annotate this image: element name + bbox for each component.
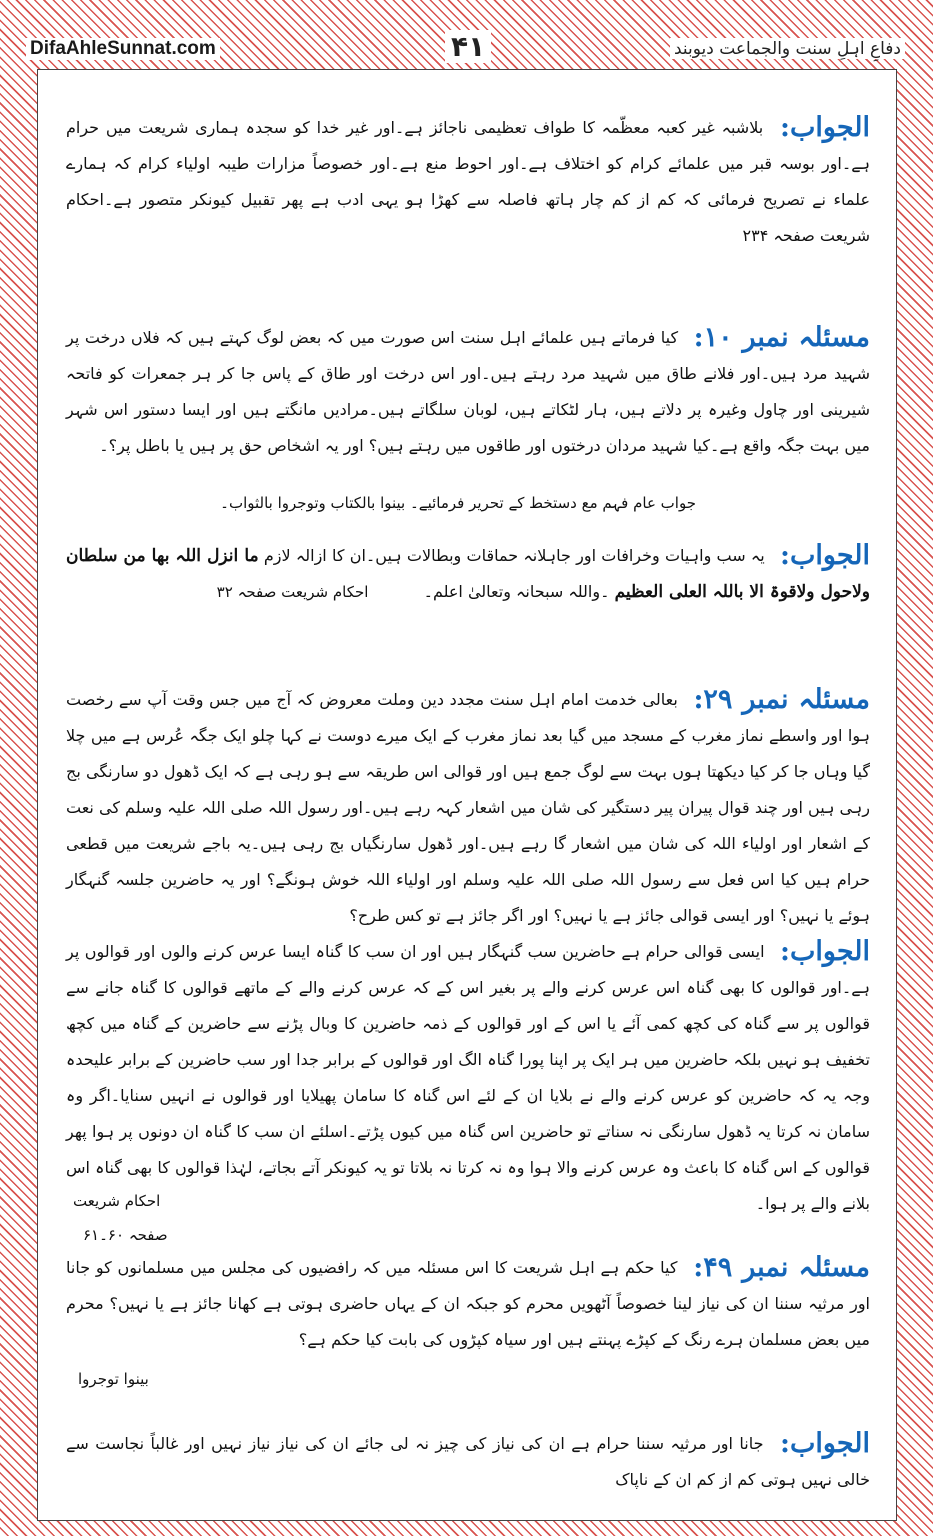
reference-pages: صفحہ ۶۰۔۶۱ <box>83 1226 168 1244</box>
answer-label: الجواب: <box>780 112 870 143</box>
answer-label: الجواب: <box>780 1428 870 1459</box>
answer-label: الجواب: <box>780 540 870 571</box>
question-label: مسئلہ نمبر ۴۹: <box>693 1252 870 1283</box>
answer-text: ایسی قوالی حرام ہے حاضرین سب گنہگار ہیں اور ان سب کا گناہ ایسا عرس کرنے والوں اور قوالوں پر ہے۔اور قوالوں کا بھی گناہ اس عرس کرنے والے پر بغیر اس کے کہ عرس کرنے والے کے ماتھے قوالوں کا گناہ جانے سے قوالوں پر سے گناہ کی کچھ کمی آئے یا اس کے اور قوالوں کے ذمہ حاضرین کا وبال پڑنے سے حاضرین کے گناہ میں کچھ تخفیف ہو نہیں بلکہ حاضرین میں ہر ایک پر اپنا پورا گناہ الگ اور قوالوں کے برابر جدا اور سب حاضرین کے برابر علیحدہ وجہ یہ کہ حاضرین کو عرس کرنے والے نے بلایا ان کے لئے اس گناہ کا سامان پھیلایا اور قوالوں نے انہیں سنایا۔اگر وہ سامان نہ کرتا یہ ڈھول سارنگی نہ سناتے تو حاضرین اس گناہ میں کیوں پڑتے۔اسلئے ان سب کا گناہ ان دونوں پر ہوا پھر قوالوں کے اس گناہ کا باعث وہ عرس کرنے والا ہوا وہ نہ کرتا نہ بلاتا تو یہ کیونکر آتے بجاتے، لہٰذا قوالوں کا بھی گناہ اس بلانے والے پر ہوا۔ <box>66 942 870 1213</box>
answer-block-3 <box>66 934 870 1222</box>
question-block-10 <box>66 320 870 464</box>
question-label: مسئلہ نمبر ۱۰: <box>693 322 870 353</box>
answer-block-2 <box>66 538 870 610</box>
answer-text: بلاشبہ غیر کعبہ معظّمہ کا طواف تعظیمی ناجائز ہے۔اور غیر خدا کو سجدہ ہماری شریعت میں حرام ہے۔اور بوسہ قبر میں علمائے کرام کو اختلاف ہے۔اور احوط منع ہے۔اور خصوصاً مزارات طیبہ اولیاء کرام کہ ہمارے علماء نے تصریح فرمائی کہ کم از کم چار ہاتھ فاصلہ سے کھڑا ہو یہی ادب ہے پھر تقبیل کیونکر متصور ہے۔احکام شریعت صفحہ ۲۳۴ <box>66 118 870 245</box>
page-content <box>37 69 897 1521</box>
question-block-29 <box>66 682 870 934</box>
page-number: ۴۱ <box>445 30 491 63</box>
reference: احکام شریعت صفحہ ۳۲ <box>216 583 369 601</box>
answer-text: یہ سب واہیات وخرافات اور جاہلانہ حماقات وبطالات ہیں۔ان کا ازالہ لازم <box>263 546 765 565</box>
question-closing: بینوا توجروا <box>78 1370 149 1388</box>
site-name[interactable]: DifaAhleSunnat.com <box>26 38 220 60</box>
answer-block-4 <box>66 1426 870 1498</box>
question-block-49 <box>66 1250 870 1358</box>
answer-block-1 <box>66 110 870 254</box>
question-closing: جواب عام فہم مع دستخط کے تحریر فرمائیے۔ بینوا بالکتاب وتوجروا بالثواب۔ <box>220 494 696 512</box>
reference: احکام شریعت <box>73 1192 161 1210</box>
book-title: دفاعِ اہلِ سنت والجماعت دیوبند <box>670 38 905 59</box>
question-text: کیا فرماتے ہیں علمائے اہل سنت اس صورت میں کہ بعض لوگ کہتے ہیں کہ فلاں درخت پر شہید مرد ہیں۔اور فلانے طاق میں شہید مرد رہتے ہیں۔اور اس درخت اور طاق کے پاس جا کر ہر جمعرات کو فاتحہ شیرینی اور چاول وغیرہ پر دلاتے ہیں، ہار لٹکاتے ہیں، لوبان سلگاتے ہیں۔مرادیں مانگتے ہیں اور ایسا دستور اس شہر میں بہت جگہ واقع ہے۔کیا شہید مردان درختوں اور طاقوں میں رہتے ہیں؟ اور یہ اشخاص حق پر ہیں یا باطل پر؟۔ <box>66 328 870 455</box>
question-label: مسئلہ نمبر ۲۹: <box>693 684 870 715</box>
answer-text: جانا اور مرثیہ سننا حرام ہے ان کی نیاز کی چیز نہ لی جائے ان کی نیاز نیاز نہیں اور غالباً نجاست سے خالی نہیں ہوتی کم از کم ان کے ناپاک <box>66 1434 870 1489</box>
answer-label: الجواب: <box>780 936 870 967</box>
answer-text-2: ۔واللہ سبحانہ وتعالیٰ اعلم۔ <box>423 582 610 601</box>
arabic-quote: ما انزل اللہ بھا من سلطان ولاحول ولاقوۃ الا باللہ العلی العظیم <box>66 546 870 602</box>
page-header <box>0 0 933 70</box>
question-text: بعالی خدمت امام اہل سنت مجدد دین وملت معروض کہ آج میں جس وقت آپ سے رخصت ہوا اور واسطے نماز مغرب کے مسجد میں گیا بعد نماز مغرب کے ایک میرے دوست نے کہا چلو ایک جگہ عُرس ہے میں چلا گیا وہاں جا کر کیا دیکھتا ہوں بہت سے لوگ جمع ہیں اور قوالی اس طریقہ سے ہو رہی ہے کہ ایک ڈھول دو سارنگی بج رہی ہیں اور چند قوال پیران پیر دستگیر کی شان میں اشعار کہہ رہے ہیں۔اور رسول اللہ صلی اللہ علیہ وسلم کی نعت کے اشعار اور اولیاء اللہ کی شان میں اشعار گا رہے ہیں۔اور ڈھول سارنگیاں بج رہی ہیں۔یہ باجے شریعت میں قطعی حرام ہیں کیا اس فعل سے رسول اللہ صلی اللہ علیہ وسلم اور اولیاء اللہ خوش ہونگے؟ اور یہ حاضرین جلسہ گنہگار ہوئے یا نہیں؟ اور ایسی قوالی جائز ہے یا نہیں؟ اور اگر جائز ہے تو کس طرح؟ <box>66 690 870 925</box>
question-text: کیا حکم ہے اہل شریعت کا اس مسئلہ میں کہ رافضیوں کی مجلس میں مسلمانوں کو جانا اور مرثیہ سننا ان کی نیاز لینا خصوصاً آٹھویں محرم کو جبکہ ان کے یہاں حاضری ہوتی ہے کھانا جائز ہے یا نہیں؟ محرم میں بعض مسلمان ہرے رنگ کے کپڑے پہنتے ہیں اور سیاہ کپڑوں کی بابت کیا حکم ہے؟ <box>66 1258 870 1349</box>
